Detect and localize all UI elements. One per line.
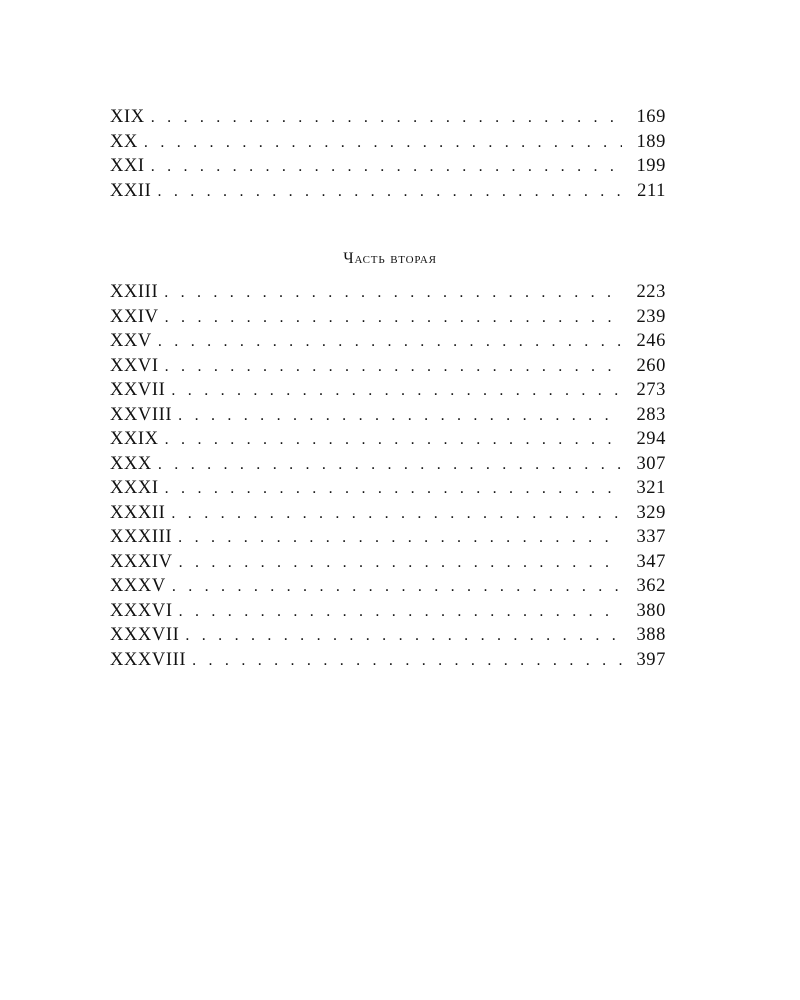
toc-chapter-number: XXI: [110, 156, 145, 176]
toc-entry: [110, 280, 666, 305]
toc-dot-leader: [158, 453, 622, 478]
toc-chapter-number: XXXIII: [110, 527, 173, 547]
toc-page-number: 283: [636, 404, 666, 425]
toc-page-number: 199: [636, 156, 666, 176]
toc-chapter-number: XXXVIII: [110, 649, 187, 670]
toc-list-upper: [110, 105, 666, 203]
toc-entry: [110, 574, 666, 599]
toc-entry: [110, 501, 666, 526]
toc-page-number: 307: [636, 453, 666, 474]
toc-page-number: 169: [636, 107, 666, 127]
toc-entry: [110, 179, 666, 204]
toc-dot-leader: [178, 404, 622, 429]
toc-dot-leader: [157, 180, 622, 205]
toc-page-number: 380: [636, 600, 666, 621]
toc-dot-leader: [171, 502, 622, 527]
toc-page-number: 260: [636, 355, 666, 376]
toc-dot-leader: [192, 649, 622, 674]
toc-chapter-number: XXIV: [110, 306, 159, 327]
toc-chapter-number: XXXII: [110, 502, 166, 523]
toc-dot-leader: [165, 355, 622, 380]
toc-chapter-number: XXXI: [110, 478, 159, 498]
toc-entry: [110, 329, 666, 354]
toc-dot-leader: [179, 551, 622, 576]
toc-entry: [110, 305, 666, 330]
toc-page-number: 321: [636, 478, 666, 498]
toc-page-number: 246: [636, 331, 666, 351]
toc-chapter-number: XXXIV: [110, 551, 173, 572]
toc-entry: [110, 476, 666, 501]
toc-page-number: 347: [636, 551, 666, 572]
toc-page-number: 329: [636, 502, 666, 523]
toc-chapter-number: XXX: [110, 453, 152, 474]
toc-chapter-number: XXXVII: [110, 625, 180, 645]
toc-entry: [110, 648, 666, 673]
toc-entry: [110, 525, 666, 550]
toc-dot-leader: [151, 155, 622, 180]
toc-page-number: 362: [636, 576, 666, 596]
toc-chapter-number: XIX: [110, 107, 145, 127]
toc-chapter-number: XXII: [110, 180, 152, 201]
toc-dot-leader: [164, 281, 622, 306]
toc-page-number: 211: [637, 180, 666, 201]
toc-entry: [110, 403, 666, 428]
toc-page-number: 388: [636, 625, 666, 645]
toc-entry: [110, 623, 666, 648]
toc-entry: [110, 550, 666, 575]
toc-chapter-number: XXIX: [110, 429, 159, 449]
toc-chapter-number: XXIII: [110, 282, 159, 302]
toc-page-number: 294: [636, 429, 666, 449]
part-heading: Часть вторая: [343, 250, 437, 267]
toc-page-number: 337: [636, 527, 666, 547]
toc-entry: [110, 354, 666, 379]
toc-entry: [110, 154, 666, 179]
toc-dot-leader: [179, 600, 622, 625]
toc-page-number: 223: [636, 282, 666, 302]
toc-chapter-number: XXXVI: [110, 600, 173, 621]
toc-dot-leader: [185, 624, 622, 649]
toc-dot-leader: [165, 428, 622, 453]
toc-entry: [110, 452, 666, 477]
toc-entry: [110, 130, 666, 155]
toc-dot-leader: [178, 526, 622, 551]
toc-dot-leader: [144, 131, 622, 156]
toc-entry: [110, 427, 666, 452]
toc-page-number: 239: [636, 306, 666, 327]
toc-chapter-number: XX: [110, 131, 138, 152]
toc-list-lower: [110, 280, 666, 672]
toc-entry: [110, 378, 666, 403]
toc-dot-leader: [165, 306, 622, 331]
toc-chapter-number: XXXV: [110, 576, 166, 596]
toc-chapter-number: XXV: [110, 331, 152, 351]
toc-entry: [110, 105, 666, 130]
toc-chapter-number: XXVII: [110, 380, 166, 400]
toc-dot-leader: [165, 477, 622, 502]
toc-dot-leader: [158, 330, 622, 355]
toc-dot-leader: [151, 106, 622, 131]
toc-page-number: 273: [636, 380, 666, 400]
toc-dot-leader: [171, 379, 622, 404]
toc-page-number: 397: [636, 649, 666, 670]
toc-chapter-number: XXVI: [110, 355, 159, 376]
toc-entry: [110, 599, 666, 624]
toc-page-number: 189: [636, 131, 666, 152]
toc-dot-leader: [172, 575, 622, 600]
toc-chapter-number: XXVIII: [110, 404, 173, 425]
